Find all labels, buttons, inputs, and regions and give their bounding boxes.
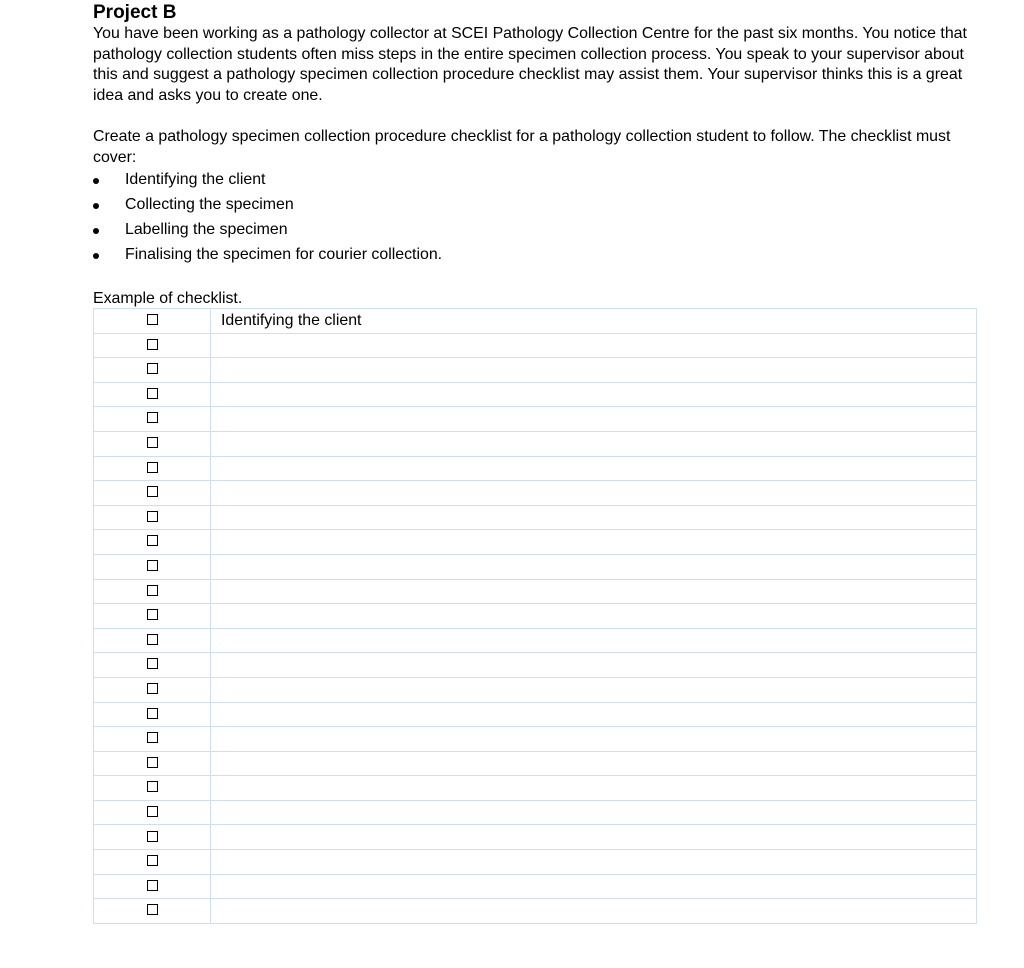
table-row (94, 825, 977, 850)
checklist-body (94, 309, 977, 924)
table-row (94, 358, 977, 383)
table-row (94, 407, 977, 432)
checklist-item-text[interactable] (211, 431, 977, 456)
table-row (94, 530, 977, 555)
checkbox-cell (94, 776, 211, 801)
checkbox-cell (94, 653, 211, 678)
checkbox-icon[interactable] (147, 585, 158, 596)
list-item-text: Identifying the client (125, 171, 266, 189)
checkbox-icon[interactable] (147, 732, 158, 743)
table-row (94, 456, 977, 481)
checkbox-cell (94, 628, 211, 653)
list-item (93, 193, 983, 218)
checklist-item-text[interactable] (211, 800, 977, 825)
table-row (94, 628, 977, 653)
checkbox-icon[interactable] (147, 535, 158, 546)
list-item (93, 243, 983, 268)
table-row (94, 850, 977, 875)
table-row (94, 776, 977, 801)
checkbox-cell (94, 407, 211, 432)
checkbox-icon[interactable] (147, 388, 158, 399)
checkbox-icon[interactable] (147, 314, 158, 325)
table-row (94, 702, 977, 727)
checkbox-cell (94, 825, 211, 850)
checkbox-cell (94, 579, 211, 604)
checklist-table (93, 308, 977, 924)
checklist-item-text[interactable] (211, 604, 977, 629)
checkbox-cell (94, 481, 211, 506)
checkbox-cell (94, 677, 211, 702)
checkbox-icon[interactable] (147, 880, 158, 891)
checkbox-cell (94, 382, 211, 407)
table-row (94, 554, 977, 579)
page-title: Project B (93, 2, 177, 23)
checkbox-cell (94, 727, 211, 752)
checkbox-icon[interactable] (147, 339, 158, 350)
checkbox-cell (94, 431, 211, 456)
checklist-item-text[interactable] (211, 505, 977, 530)
bullet-icon (93, 178, 99, 184)
checklist-item-text[interactable] (211, 874, 977, 899)
checklist-item-text[interactable] (211, 628, 977, 653)
table-row (94, 677, 977, 702)
checkbox-cell (94, 800, 211, 825)
checklist-item-text[interactable] (211, 579, 977, 604)
table-row (94, 333, 977, 358)
example-label: Example of checklist. (93, 290, 243, 308)
checkbox-cell (94, 850, 211, 875)
checklist-item-text[interactable]: Identifying the client (211, 309, 977, 334)
checklist-item-text[interactable] (211, 530, 977, 555)
checkbox-cell (94, 604, 211, 629)
checkbox-icon[interactable] (147, 412, 158, 423)
checkbox-cell (94, 505, 211, 530)
checkbox-icon[interactable] (147, 511, 158, 522)
checklist-item-text[interactable] (211, 899, 977, 924)
checkbox-icon[interactable] (147, 904, 158, 915)
checkbox-icon[interactable] (147, 560, 158, 571)
bullet-icon (93, 228, 99, 234)
table-row (94, 604, 977, 629)
checklist-item-text[interactable] (211, 825, 977, 850)
checkbox-icon[interactable] (147, 658, 158, 669)
task-paragraph: Create a pathology specimen collection procedure checklist for a pathology collection student to follow. The checklist must cover: (93, 127, 951, 166)
intro-paragraph: You have been working as a pathology collector at SCEI Pathology Collection Centre for the past six months. You notice that pathology collection students often miss steps in the entire specimen collection process. You speak to your supervisor about this and suggest a pathology specimen collection procedure checklist may assist them. Your supervisor thinks this is a great idea and asks you to create one. (93, 25, 967, 105)
list-item-text: Collecting the specimen (125, 196, 294, 214)
checkbox-cell (94, 899, 211, 924)
checkbox-cell (94, 874, 211, 899)
checkbox-cell (94, 751, 211, 776)
checkbox-icon[interactable] (147, 462, 158, 473)
table-row (94, 727, 977, 752)
table-row (94, 751, 977, 776)
checklist-item-text[interactable] (211, 407, 977, 432)
checkbox-icon[interactable] (147, 609, 158, 620)
bullet-icon (93, 203, 99, 209)
table-row (94, 874, 977, 899)
checklist-item-text[interactable] (211, 776, 977, 801)
checkbox-icon[interactable] (147, 634, 158, 645)
table-row (94, 382, 977, 407)
checkbox-icon[interactable] (147, 708, 158, 719)
checklist-item-text[interactable] (211, 456, 977, 481)
checklist-item-text[interactable] (211, 333, 977, 358)
table-row (94, 899, 977, 924)
checkbox-icon[interactable] (147, 363, 158, 374)
bullet-icon (93, 253, 99, 259)
checkbox-icon[interactable] (147, 831, 158, 842)
checklist-item-text[interactable] (211, 481, 977, 506)
checklist-item-text[interactable] (211, 358, 977, 383)
checklist-item-text[interactable] (211, 677, 977, 702)
checkbox-cell (94, 309, 211, 334)
checkbox-cell (94, 702, 211, 727)
table-row (94, 653, 977, 678)
table-row (94, 800, 977, 825)
checkbox-cell (94, 554, 211, 579)
checklist-item-text[interactable] (211, 751, 977, 776)
document-page (93, 0, 983, 309)
requirements-list (93, 168, 983, 267)
checklist-item-text[interactable] (211, 382, 977, 407)
table-row (94, 309, 977, 334)
list-item-text: Finalising the specimen for courier collection. (125, 245, 443, 263)
checklist-item-text[interactable] (211, 702, 977, 727)
table-row (94, 505, 977, 530)
list-item (93, 168, 983, 193)
checkbox-cell (94, 456, 211, 481)
table-row (94, 579, 977, 604)
checkbox-icon[interactable] (147, 683, 158, 694)
checklist-item-text[interactable] (211, 554, 977, 579)
table-row (94, 431, 977, 456)
checkbox-icon[interactable] (147, 486, 158, 497)
checkbox-cell (94, 333, 211, 358)
checkbox-icon[interactable] (147, 757, 158, 768)
checklist-item-text[interactable] (211, 653, 977, 678)
checkbox-cell (94, 530, 211, 555)
checkbox-icon[interactable] (147, 855, 158, 866)
checkbox-icon[interactable] (147, 437, 158, 448)
checklist-item-text[interactable] (211, 850, 977, 875)
checkbox-icon[interactable] (147, 781, 158, 792)
table-row (94, 481, 977, 506)
list-item (93, 218, 983, 243)
list-item-text: Labelling the specimen (125, 220, 288, 238)
checkbox-icon[interactable] (147, 806, 158, 817)
checklist-item-text[interactable] (211, 727, 977, 752)
checkbox-cell (94, 358, 211, 383)
